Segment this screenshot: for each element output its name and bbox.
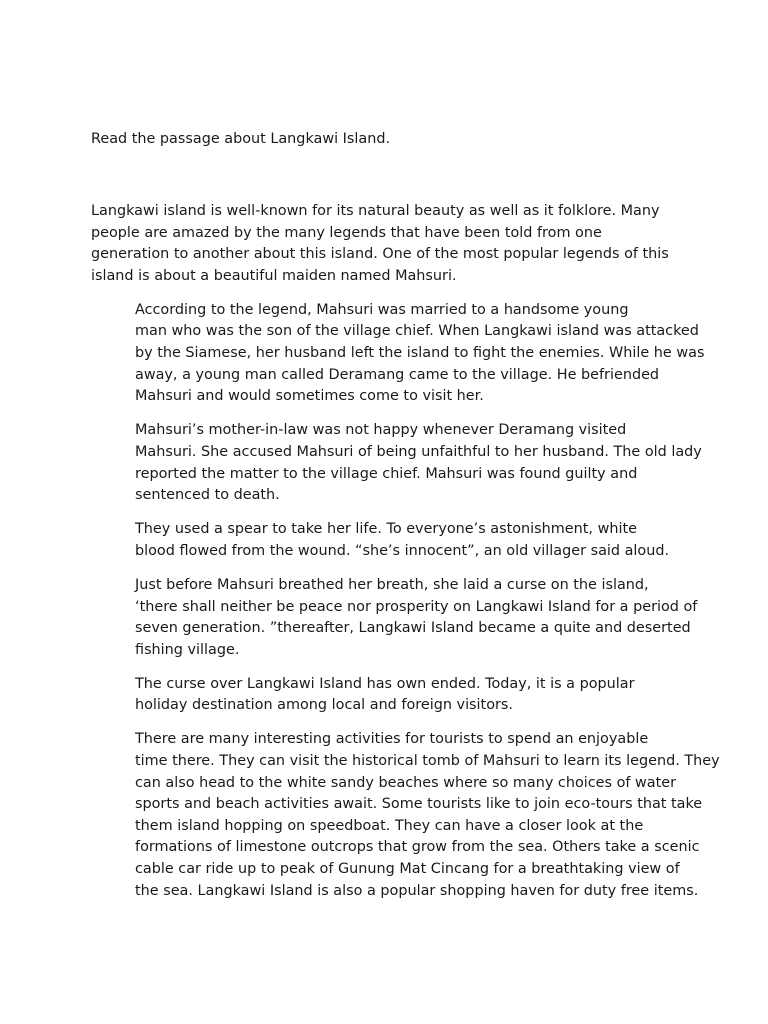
paragraph-intro [91, 201, 681, 287]
text-line: The curse over Langkawi Island has own ended. Today, it is a popular [135, 675, 635, 692]
text-line: holiday destination among local and foreign visitors. [135, 697, 513, 714]
text-line: the sea. Langkawi Island is also a popular shopping haven for duty free items. [135, 882, 699, 899]
text-line: Mahsuri and would sometimes come to visit her. [135, 388, 484, 405]
passage-instruction: Read the passage about Langkawi Island. [91, 131, 391, 147]
paragraph-accusation [91, 420, 702, 506]
paragraph-legend [91, 300, 705, 408]
text-line: man who was the son of the village chief. When Langkawi island was attacked [135, 323, 699, 340]
text-line: Langkawi island is well-known for its natural beauty as well as it folklore. Many [91, 203, 660, 219]
text-line: seven generation. ”thereafter, Langkawi Island became a quite and deserted [135, 620, 691, 637]
text-line: people are amazed by the many legends that have been told from one [91, 224, 602, 241]
text-line: Mahsuri. She accused Mahsuri of being unfaithful to her husband. The old lady [135, 443, 702, 460]
text-line: can also head to the white sandy beaches where so many choices of water [135, 774, 677, 791]
paragraph-execution [91, 519, 681, 562]
text-line: formations of limestone outcrops that grow from the sea. Others take a scenic [135, 839, 700, 856]
text-line: blood flowed from the wound. “she’s innocent”, an old villager said aloud. [135, 542, 670, 559]
text-line: time there. They can visit the historical tomb of Mahsuri to learn its legend. They [135, 753, 720, 770]
document-page [91, 129, 720, 902]
text-line: sentenced to death. [135, 487, 280, 504]
paragraph-activities [91, 729, 720, 902]
text-line: Mahsuri’s mother-in-law was not happy whenever Deramang visited [135, 422, 627, 439]
text-line: There are many interesting activities for tourists to spend an enjoyable [135, 731, 649, 748]
text-line: them island hopping on speedboat. They can have a closer look at the [135, 817, 644, 834]
text-line: fishing village. [135, 641, 240, 658]
paragraph-curse [91, 575, 698, 661]
text-line: island is about a beautiful maiden named Mahsuri. [91, 267, 457, 284]
text-line: generation to another about this island. One of the most popular legends of this [91, 246, 669, 263]
text-line: away, a young man called Deramang came to the village. He befriended [135, 366, 660, 383]
text-line: According to the legend, Mahsuri was married to a handsome young [135, 301, 629, 318]
text-line: They used a spear to take her life. To everyone’s astonishment, white [135, 521, 637, 538]
text-line: sports and beach activities await. Some tourists like to join eco-tours that take [135, 796, 703, 813]
text-line: cable car ride up to peak of Gunung Mat Cincang for a breathtaking view of [135, 861, 680, 878]
text-line: Just before Mahsuri breathed her breath, she laid a curse on the island, [135, 576, 649, 593]
text-line: ‘there shall neither be peace nor prosperity on Langkawi Island for a period of [135, 598, 698, 615]
paragraph-today [91, 674, 681, 717]
text-line: by the Siamese, her husband left the island to fight the enemies. While he was [135, 345, 705, 362]
text-line: reported the matter to the village chief. Mahsuri was found guilty and [135, 465, 638, 482]
